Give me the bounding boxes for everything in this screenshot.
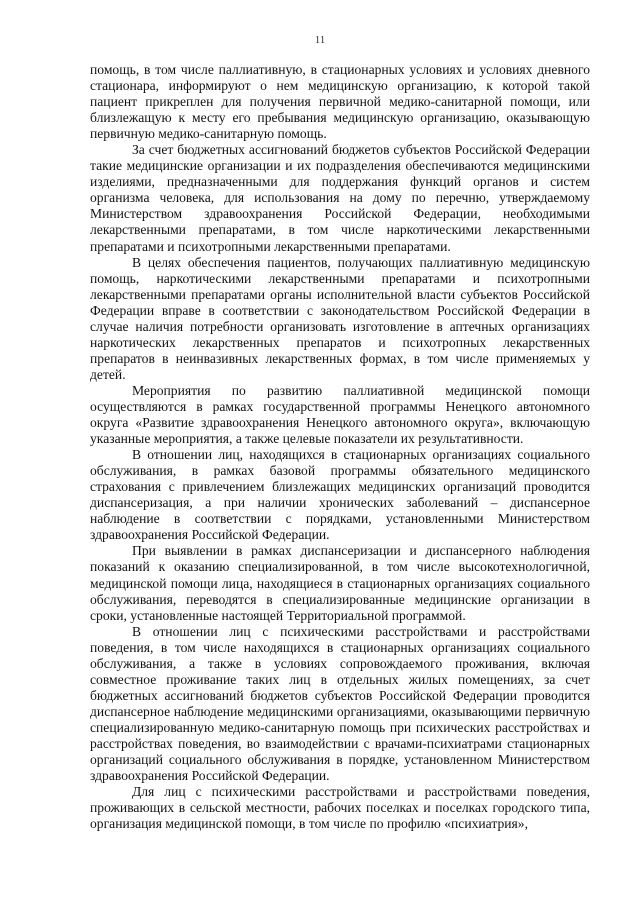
paragraph-social-service-residents: В отношении лиц, находящихся в стационарных организациях социального обслуживания, в рамках базовой программы обязательного медицинского страхования с привлечением близлежащих медицинских организаций проводится диспансеризация, а при наличии хронических заболеваний – диспансерное наблюдение в соответствии с порядками, установленными Министерством здравоохранения Российской Федерации.: [90, 447, 590, 543]
paragraph-budget-funding: За счет бюджетных ассигнований бюджетов субъектов Российской Федерации такие медицинские организации и их подразделения обеспечиваются медицинскими изделиями, предназначенными для поддержания функций органов и систем организма человека, для использования на дому по перечню, утверждаемому Министерством здравоохранения Российской Федерации, необходимыми лекарственными препаратами, в том числе наркотическими лекарственными препаратами и психотропными лекарственными препаратами.: [90, 142, 590, 254]
paragraph-continued: помощь, в том числе паллиативную, в стационарных условиях и условиях дневного стационара, информируют о нем медицинскую организацию, к которой такой пациент прикреплен для получения первичной медико-санитарной помощи, или близлежащую к месту его пребывания медицинскую организацию, оказывающую первичную медико-санитарную помощь.: [90, 62, 590, 142]
paragraph-narcotic-drugs: В целях обеспечения пациентов, получающих паллиативную медицинскую помощь, наркотическими лекарственными препаратами и психотропными лекарственными препаратами органы исполнительной власти субъектов Российской Федерации вправе в соответствии с законодательством Российской Федерации в случае наличия потребности организовать изготовление в аптечных организациях наркотических лекарственных препаратов и психотропных лекарственных препаратов в неинвазивных лекарственных формах, в том числе применяемых у детей.: [90, 254, 590, 382]
paragraph-palliative-program: Мероприятия по развитию паллиативной медицинской помощи осуществляются в рамках государственной программы Ненецкого автономного округа «Развитие здравоохранения Ненецкого автономного округа», включающую указанные мероприятия, а также целевые показатели их результативности.: [90, 382, 590, 447]
paragraph-specialized-care-transfer: При выявлении в рамках диспансеризации и диспансерного наблюдения показаний к оказанию специализированной, в том числе высокотехнологичной, медицинской помощи лица, находящиеся в стационарных организациях социального обслуживания, переводятся в специализированные медицинские организации в сроки, установленные настоящей Территориальной программой.: [90, 543, 590, 623]
page-number: 11: [314, 34, 326, 46]
paragraph-mental-disorders: В отношении лиц с психическими расстройствами и расстройствами поведения, в том числе находящихся в стационарных организациях социального обслуживания, а также в условиях сопровождаемого проживания, включая совместное проживание таких лиц в отдельных жилых помещениях, за счет бюджетных ассигнований бюджетов субъектов Российской Федерации проводится диспансерное наблюдение медицинскими организациями, оказывающими первичную специализированную медико-санитарную помощь при психических расстройствах и расстройствах поведения, во взаимодействии с врачами-психиатрами стационарных организаций социального обслуживания в порядке, установленном Министерством здравоохранения Российской Федерации.: [90, 623, 590, 784]
document-body: [90, 62, 590, 832]
paragraph-rural-residents: Для лиц с психическими расстройствами и расстройствами поведения, проживающих в сельской местности, рабочих поселках и поселках городского типа, организация медицинской помощи, в том числе по профилю «психиатрия»,: [90, 784, 590, 832]
